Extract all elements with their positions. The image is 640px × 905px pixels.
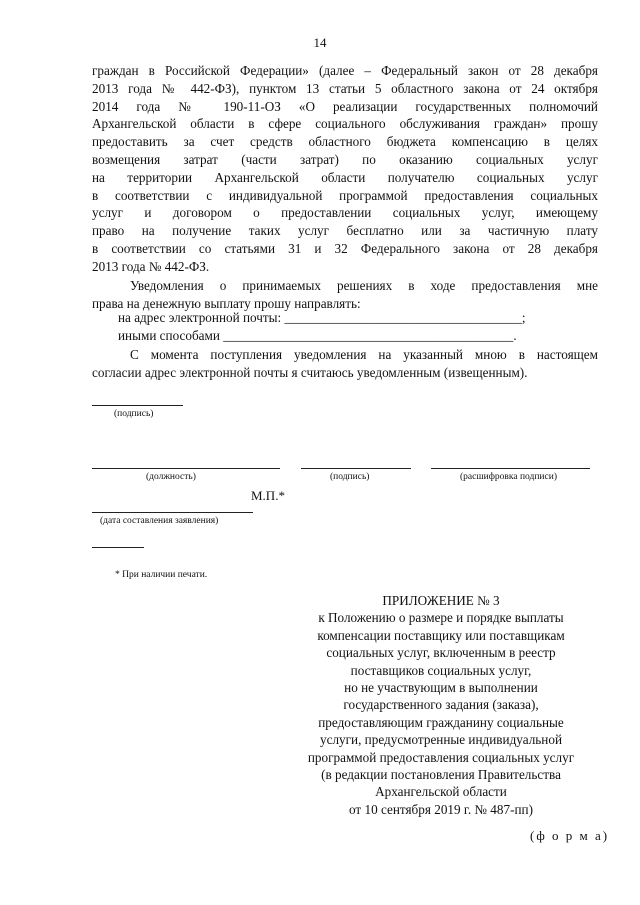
form-label: (ф о р м а) <box>530 828 610 843</box>
body-line: 2013 года № 442-ФЗ), пунктом 13 статьи 5 областного закона от 24 октября <box>92 80 598 96</box>
footnote: * При наличии печати. <box>115 570 208 580</box>
notification-paragraph <box>92 277 598 313</box>
notification-line-1: Уведомления о принимаемых решениях в ходе предоставления мне <box>130 278 598 293</box>
stamp-label: М.П.* <box>251 488 285 503</box>
consent-line-1: С момента поступления уведомления на указанный мною в настоящем <box>130 347 598 362</box>
body-line: в соответствии со статьями 31 и 32 Федерального закона от 28 декабря <box>92 240 598 256</box>
appendix-line: (в редакции постановления Правительства <box>321 767 561 783</box>
appendix-line: услуги, предусмотренные индивидуальной <box>320 732 562 748</box>
body-line: возмещения затрат (части затрат) по оказанию социальных услуг <box>92 151 598 167</box>
transcript-caption: (расшифровка подписи) <box>460 472 557 482</box>
appendix-title: ПРИЛОЖЕНИЕ № 3 <box>382 593 500 608</box>
body-line: право на получение таких услуг бесплатно или за частичную плату <box>92 223 598 239</box>
transcript-line <box>431 468 590 469</box>
date-line <box>92 512 253 513</box>
notification-line-2: права на денежную выплату прошу направлять: <box>92 295 361 311</box>
appendix-line: государственного задания (заказа), <box>343 697 539 713</box>
appendix-line: программой предоставления социальных услуг <box>307 749 575 765</box>
appendix-line: от 10 сентября 2019 г. № 487-пп) <box>349 801 533 817</box>
appendix-header <box>280 592 602 818</box>
application-body-paragraph <box>92 62 598 276</box>
body-line: услуг и договором о предоставлении социальных услуг, имеющему <box>92 205 598 221</box>
appendix-line: поставщиков социальных услуг, <box>350 662 532 678</box>
body-line: 2013 года № 442-ФЗ. <box>92 258 210 274</box>
appendix-line: предоставляющим гражданину социальные <box>318 714 564 730</box>
email-address-field: на адрес электронной почты: ____________________________________; <box>118 310 526 325</box>
body-line: Архангельской области в сфере социального обслуживания граждан» прошу <box>92 116 598 132</box>
footnote-separator <box>92 547 144 548</box>
appendix-line: но не участвующим в выполнении <box>344 680 538 696</box>
consent-line-2: согласии адрес электронной почты я считаюсь уведомленным (извещенным). <box>92 364 528 380</box>
body-line: граждан в Российской Федерации» (далее – Федеральный закон от 28 декабря <box>92 63 598 78</box>
appendix-line: компенсации поставщику или поставщикам <box>317 627 565 643</box>
appendix-line: к Положению о размере и порядке выплаты <box>318 610 564 626</box>
body-line: предоставить за счет средств областного бюджета компенсацию в целях <box>92 134 598 150</box>
position-caption: (должность) <box>146 472 196 482</box>
consent-paragraph <box>92 346 598 382</box>
position-line <box>92 468 280 469</box>
signature-line <box>92 405 183 406</box>
appendix-line: Архангельской области <box>375 784 507 800</box>
date-caption: (дата составления заявления) <box>100 516 219 526</box>
signature-caption-2: (подпись) <box>330 472 370 482</box>
body-line: в соответствии с индивидуальной программой предоставления социальных <box>92 187 598 203</box>
body-line: на территории Архангельской области получателю социальных услуг <box>92 169 598 185</box>
appendix-line: социальных услуг, включенным в реестр <box>326 645 556 661</box>
body-line: 2014 года № 190-11-ОЗ «О реализации государственных полномочий <box>92 98 598 114</box>
signature-caption: (подпись) <box>114 409 154 419</box>
signature-line-2 <box>301 468 411 469</box>
page-number: 14 <box>313 35 327 50</box>
other-means-field: иными способами ____________________________________________. <box>118 328 517 343</box>
